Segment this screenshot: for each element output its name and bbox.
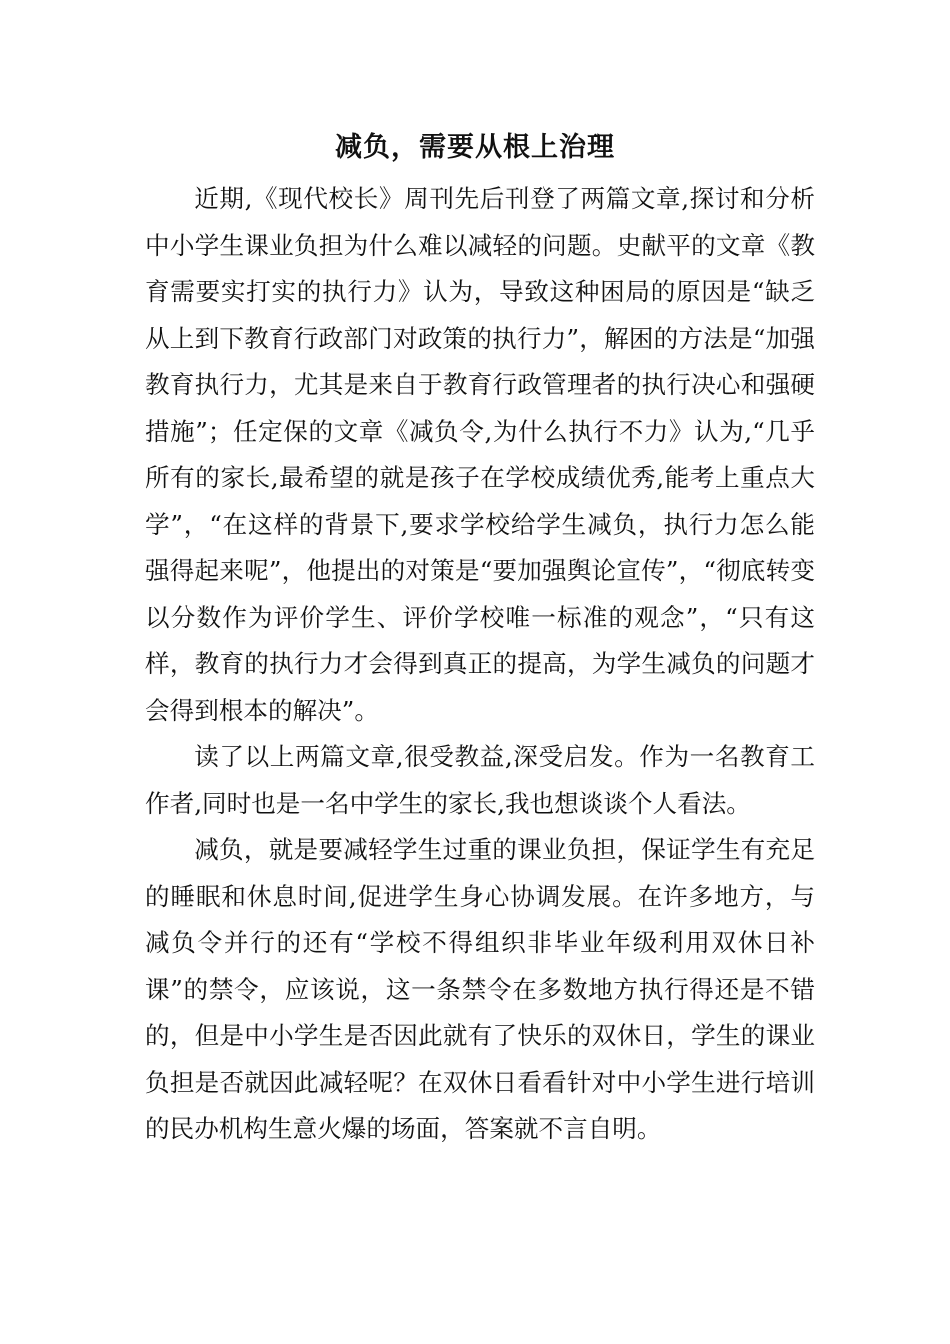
document-body — [145, 176, 815, 1153]
paragraph-3: 减负，就是要减轻学生过重的课业负担，保证学生有充足的睡眠和休息时间,促进学生身心协调发展。在许多地方，与减负令并行的还有“学校不得组织非毕业年级利用双休日补课”的禁令，应该说，这一条禁令在多数地方执行得还是不错的，但是中小学生是否因此就有了快乐的双休日，学生的课业负担是否就因此减轻呢？在双休日看看针对中小学生进行培训的民办机构生意火爆的场面，答案就不言自明。 — [145, 835, 815, 1143]
document-title: 减负，需要从根上治理 — [335, 132, 615, 163]
paragraph-2: 读了以上两篇文章,很受教益,深受启发。作为一名教育工作者,同时也是一名中学生的家长,我也想谈谈个人看法。 — [145, 742, 815, 818]
paragraph-1: 近期,《现代校长》周刊先后刊登了两篇文章,探讨和分析中小学生课业负担为什么难以减轻的问题。史献平的文章《教育需要实打实的执行力》认为，导致这种困局的原因是“缺乏从上到下教育行政部门对政策的执行力”，解困的方法是“加强教育执行力，尤其是来自于教育行政管理者的执行决心和强硬措施”；任定保的文章《减负令,为什么执行不力》认为,“几乎所有的家长,最希望的就是孩子在学校成绩优秀,能考上重点大学”，“在这样的背景下,要求学校给学生减负，执行力怎么能强得起来呢”，他提出的对策是“要加强舆论宣传”，“彻底转变以分数作为评价学生、评价学校唯一标准的观念”，“只有这样，教育的执行力才会得到真正的提高，为学生减负的问题才会得到根本的解决”。 — [145, 184, 815, 725]
